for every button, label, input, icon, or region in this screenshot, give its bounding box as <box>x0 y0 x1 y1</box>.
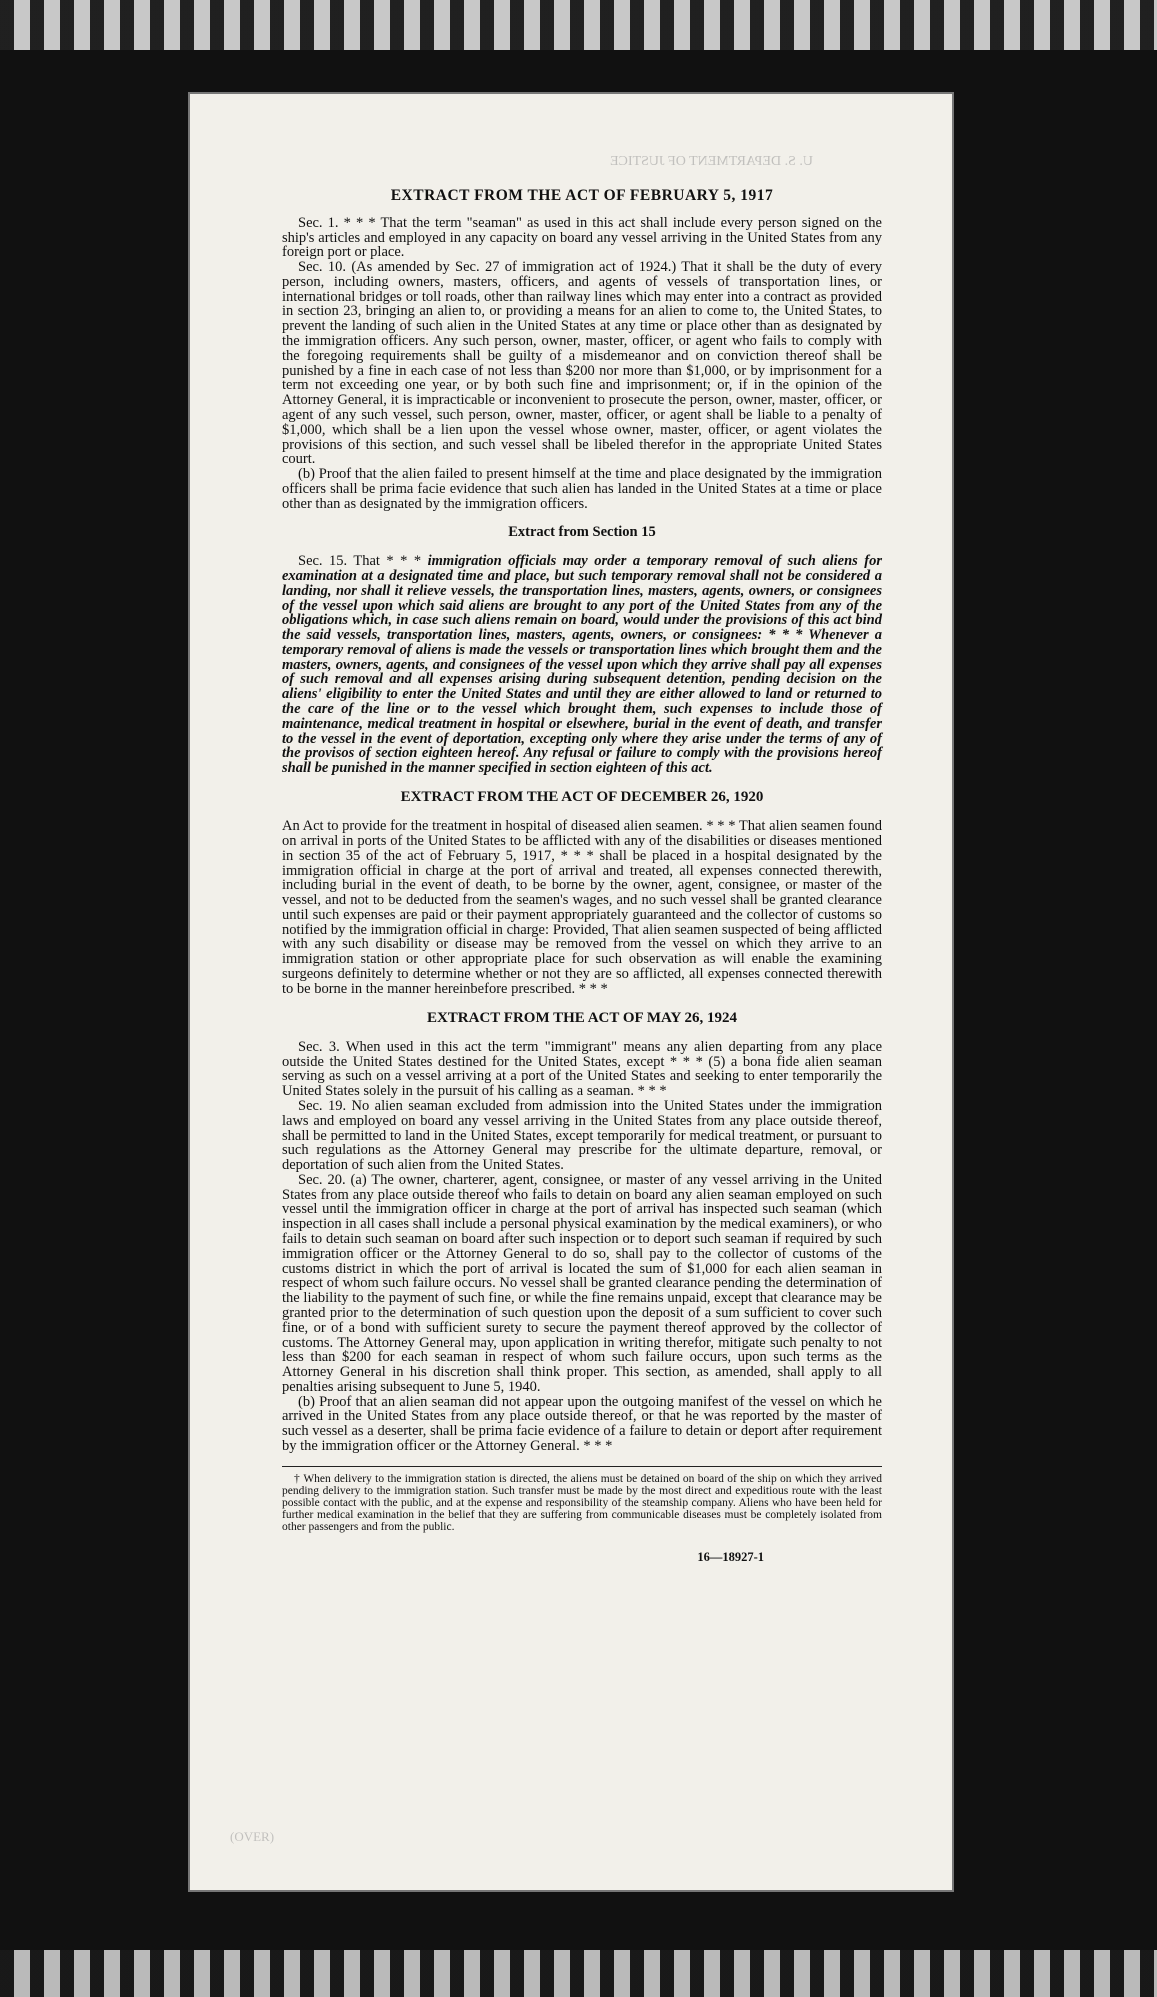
heading-act-feb-1917: EXTRACT FROM THE ACT OF FEBRUARY 5, 1917 <box>390 187 774 204</box>
paragraph-sec-1: Sec. 1. * * * That the term "seaman" as used in this act shall include every person signed on the ship's articles and employed in any capacity on board any vessel arriving in the United States from any foreign port or place. <box>282 214 882 261</box>
bleed-through-header: U. S. DEPARTMENT OF JUSTICE <box>610 154 813 169</box>
document-page <box>190 94 952 1890</box>
footnote-divider <box>282 1466 882 1467</box>
film-edge-bottom <box>0 1950 1157 1997</box>
document-body <box>282 188 882 1564</box>
paragraph-sec-10: Sec. 10. (As amended by Sec. 27 of immigration act of 1924.) That it shall be the duty of every person, including owners, masters, officers, and agents of vessels of transportation lines, or international bridges or toll roads, other than railway lines which may enter into a contract as provided in section 23, bringing an alien to, or providing a means for an alien to come to, the United States, to prevent the landing of such alien in the United States at any time or place other than as designated by the immigration officers. Any such person, owner, master, officer, or agent who fails to comply with the foregoing requirements shall be guilty of a misdemeanor and on conviction thereof shall be punished by a fine in each case of not less than $200 nor more than $1,000, or by imprisonment for a term not exceeding one year, or by both such fine and imprisonment; or, if in the opinion of the Attorney General, it is impracticable or inconvenient to prosecute the person, owner, master, officer, or agent of any such vessel, such person, owner, master, officer, or agent shall be liable to a penalty of $1,000, which shall be a lien upon the vessel whose owner, master, officer, or agent violates the provisions of this section, and such vessel shall be libeled therefor in the appropriate United States court. <box>282 259 882 468</box>
heading-act-dec-1920: EXTRACT FROM THE ACT OF DECEMBER 26, 1920 <box>400 788 764 805</box>
paragraph-sec-19: Sec. 19. No alien seaman excluded from admission into the United States under the immigration laws and employed on board any vessel arriving in the United States from any place outside thereof, shall be permitted to land in the United States, except temporarily for medical treatment, or pursuant to such regulations as the Attorney General may prescribe for the ultimate departure, removal, or deportation of such alien from the United States. <box>282 1098 882 1174</box>
paragraph-sec-10-b: (b) Proof that the alien failed to present himself at the time and place designated by the immigration officers shall be prima facie evidence that such alien has landed in the United States at a time or place other than as designated by the immigration officers. <box>282 466 882 512</box>
film-edge-top <box>0 0 1157 50</box>
heading-act-may-1924: EXTRACT FROM THE ACT OF MAY 26, 1924 <box>426 1009 738 1026</box>
paragraph-act-1920: An Act to provide for the treatment in hospital of diseased alien seamen. * * * That alien seamen found on arrival in ports of the United States to be afflicted with any of the disabilities or diseases mentioned in section 35 of the act of February 5, 1917, * * * shall be placed in a hospital designated by the immigration official in charge at the port of arrival and treated, all expenses connected therewith, including burial in the event of death, to be borne by the owner, agent, consignee, or master of the vessel, and not to be deducted from the seamen's wages, and no such vessel shall be granted clearance until such expenses are paid or their payment appropriately guaranteed and the collector of customs so notified by the immigration official in charge: Provided, That alien seamen suspected of being afflicted with any such disability or disease may be removed from the vessel on which they arrive to an immigration station or other appropriate place for such observation as will enable the examining surgeons definitely to determine whether or not they are so afflicted, all expenses connected therewith to be borne in the manner hereinbefore prescribed. * * * <box>282 818 882 997</box>
paragraph-sec-3: Sec. 3. When used in this act the term "immigrant" means any alien departing from any place outside the United States destined for the United States, except * * * (5) a bona fide alien seaman serving as such on a vessel arriving at a port of the United States and seeking to enter temporarily the United States solely in the pursuit of his calling as a seaman. * * * <box>282 1038 882 1100</box>
heading-section-15: Extract from Section 15 <box>508 524 656 541</box>
form-number: 16—18927-1 <box>697 1550 764 1565</box>
paragraph-sec-20-b: (b) Proof that an alien seaman did not appear upon the outgoing manifest of the vessel on which he arrived in the United States from any place outside thereof, or that he was reported by the master of such vessel as a deserter, shall be prima facie evidence of a failure to detain or deport after requirement by the immigration officer or the Attorney General. * * * <box>282 1393 882 1454</box>
bleed-through-footer: (OVER) <box>230 1829 275 1844</box>
sec-15-italic-text: immigration officials may order a temporary removal of such aliens for examination at a designated time and place, but such temporary removal shall not be considered a landing, nor shall it relieve vessels, the transportation lines, masters, agents, owners, or consignees of the vessel upon which said aliens are brought to any port of the United States from any of the obligations which, in case such aliens remain on board, would under the provisions of this act bind the said vessels, transportation lines, masters, agents, owners, or consignees: * * * Whenever a temporary removal of aliens is made the vessels or transportation lines which brought them and the masters, owners, agents, and consignees of the vessel upon which they arrive shall pay all expenses of such removal and all expenses arising during subsequent detention, pending decision on the aliens' eligibility to enter the United States and until they are either allowed to land or returned to the care of the line or to the vessel which brought them, such expenses to include those of maintenance, medical treatment in hospital or elsewhere, burial in the event of death, and transfer to the vessel in the event of deportation, excepting only where they arise under the terms of any of the provisos of section eighteen hereof. Any refusal or failure to comply with the provisions hereof shall be punished in the manner specified in section eighteen of this act. <box>282 553 882 777</box>
paragraph-sec-20-a: Sec. 20. (a) The owner, charterer, agent, consignee, or master of any vessel arriving in the United States from any place outside thereof who fails to detain on board any alien seaman employed on such vessel until the immigration officer in charge at the port of arrival has inspected such seaman (which inspection in all cases shall include a personal physical examination by the medical examiners), or who fails to detain such seaman on board after such inspection or to deport such seaman if required by such immigration officer or the Attorney General to do so, shall pay to the collector of customs of the customs district in which the port of arrival is located the sum of $1,000 for each alien seaman in respect of whom such failure occurs. No vessel shall be granted clearance pending the determination of the liability to the payment of such fine, or while the fine remains unpaid, except that clearance may be granted prior to the determination of such question upon the deposit of a sum sufficient to cover such fine, or of a bond with sufficient surety to secure the payment thereof approved by the collector of customs. The Attorney General may, upon application in writing therefor, mitigate such penalty to not less than $200 for each seaman in respect of whom such failure occurs, upon such terms as the Attorney General in his discretion shall think proper. This section, as amended, shall apply to all penalties arising subsequent to June 5, 1940. <box>282 1171 882 1395</box>
footnote: † When delivery to the immigration station is directed, the aliens must be detained on board of the ship on which they arrived pending delivery to the immigration station. Such transfer must be made by the most direct and expeditious route with the least possible contact with the public, and at the expense and responsibility of the steamship company. Aliens who have been held for further medical examination in the belief that they are suffering from communicable diseases must be completely isolated from other passengers and from the public. <box>282 1472 882 1534</box>
sec-15-lead: Sec. 15. That * * * <box>298 553 428 570</box>
paragraph-sec-15 <box>282 554 882 776</box>
